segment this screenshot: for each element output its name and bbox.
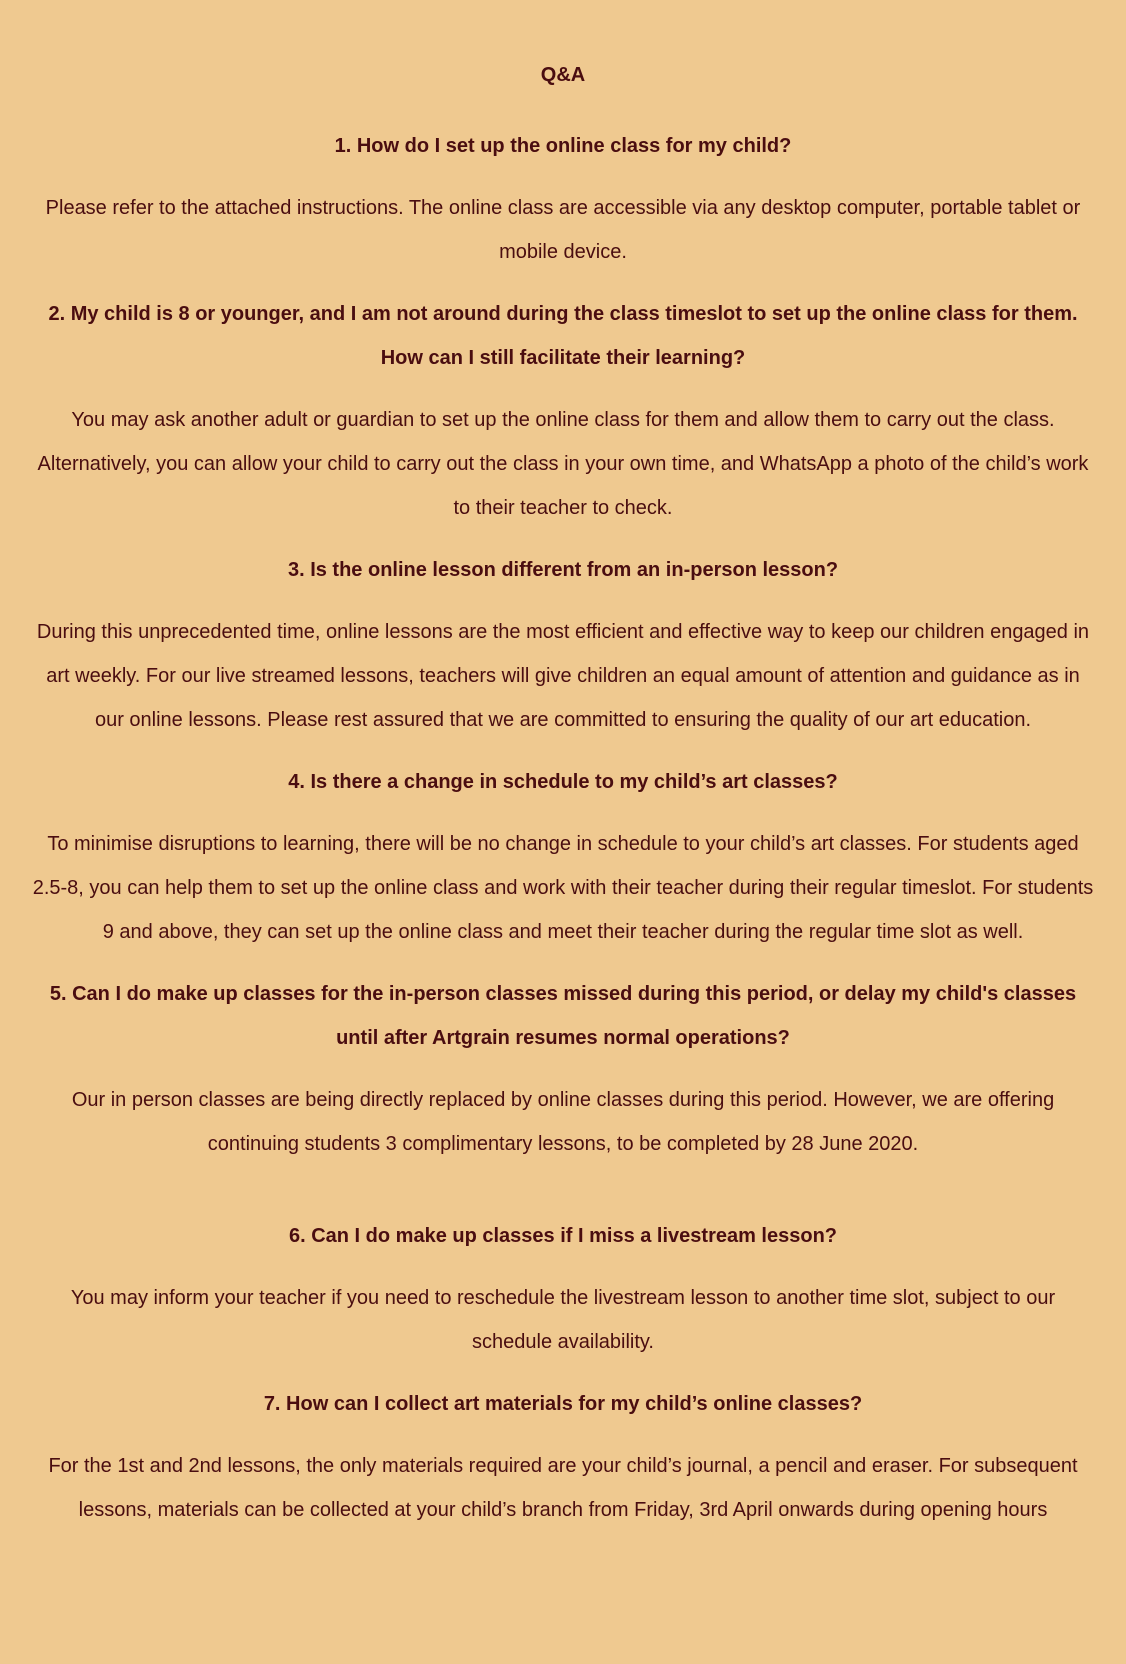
question-1: 1. How do I set up the online class for my child? <box>334 135 792 157</box>
answer-3: During this unprecedented time, online lessons are the most efficient and effective way to keep our children engaged in art weekly. For our live streamed lessons, teachers will give children an equal amount of attention and guidance as in our online lessons. Please rest assured that we are committed to ensuring the quality of our art education. <box>36 621 1090 731</box>
qa-item-1 <box>30 124 1096 274</box>
question-6: 6. Can I do make up classes if I miss a livestream lesson? <box>288 1225 838 1247</box>
question-3: 3. Is the online lesson different from an in-person lesson? <box>287 559 839 581</box>
qa-item-7 <box>30 1382 1096 1532</box>
qa-item-6 <box>30 1214 1096 1364</box>
answer-5: Our in person classes are being directly replaced by online classes during this period. However, we are offering continuing students 3 complimentary lessons, to be completed by 28 June 2020. <box>71 1089 1055 1155</box>
qa-item-2 <box>30 292 1096 530</box>
answer-4: To minimise disruptions to learning, there will be no change in schedule to your child’s art classes. For students aged 2.5-8, you can help them to set up the online class and work with their teacher during their regular timeslot. For students 9 and above, they can set up the online class and meet their teacher during the regular time slot as well. <box>32 833 1094 943</box>
question-7: 7. How can I collect art materials for my child’s online classes? <box>263 1393 863 1415</box>
question-4: 4. Is there a change in schedule to my child’s art classes? <box>288 771 838 793</box>
question-2: 2. My child is 8 or younger, and I am not around during the class timeslot to set up the online class for them. How can I still facilitate their learning? <box>48 303 1078 369</box>
answer-2: You may ask another adult or guardian to set up the online class for them and allow them to carry out the class. Alternatively, you can allow your child to carry out the class in your own time, and WhatsApp a photo of the child’s work to their teacher to check. <box>37 409 1089 519</box>
qa-item-3 <box>30 548 1096 742</box>
qa-item-4 <box>30 760 1096 954</box>
page-title: Q&A <box>540 64 586 86</box>
qa-item-5 <box>30 972 1096 1166</box>
answer-1: Please refer to the attached instructions. The online class are accessible via any desktop computer, portable tablet or mobile device. <box>45 197 1081 263</box>
question-5: 5. Can I do make up classes for the in-person classes missed during this period, or delay my child's classes until after Artgrain resumes normal operations? <box>49 983 1077 1049</box>
answer-7: For the 1st and 2nd lessons, the only materials required are your child’s journal, a pencil and eraser. For subsequent lessons, materials can be collected at your child’s branch from Friday, 3rd April onwards during opening hours <box>48 1455 1078 1521</box>
answer-6: You may inform your teacher if you need to reschedule the livestream lesson to another time slot, subject to our schedule availability. <box>70 1287 1056 1353</box>
